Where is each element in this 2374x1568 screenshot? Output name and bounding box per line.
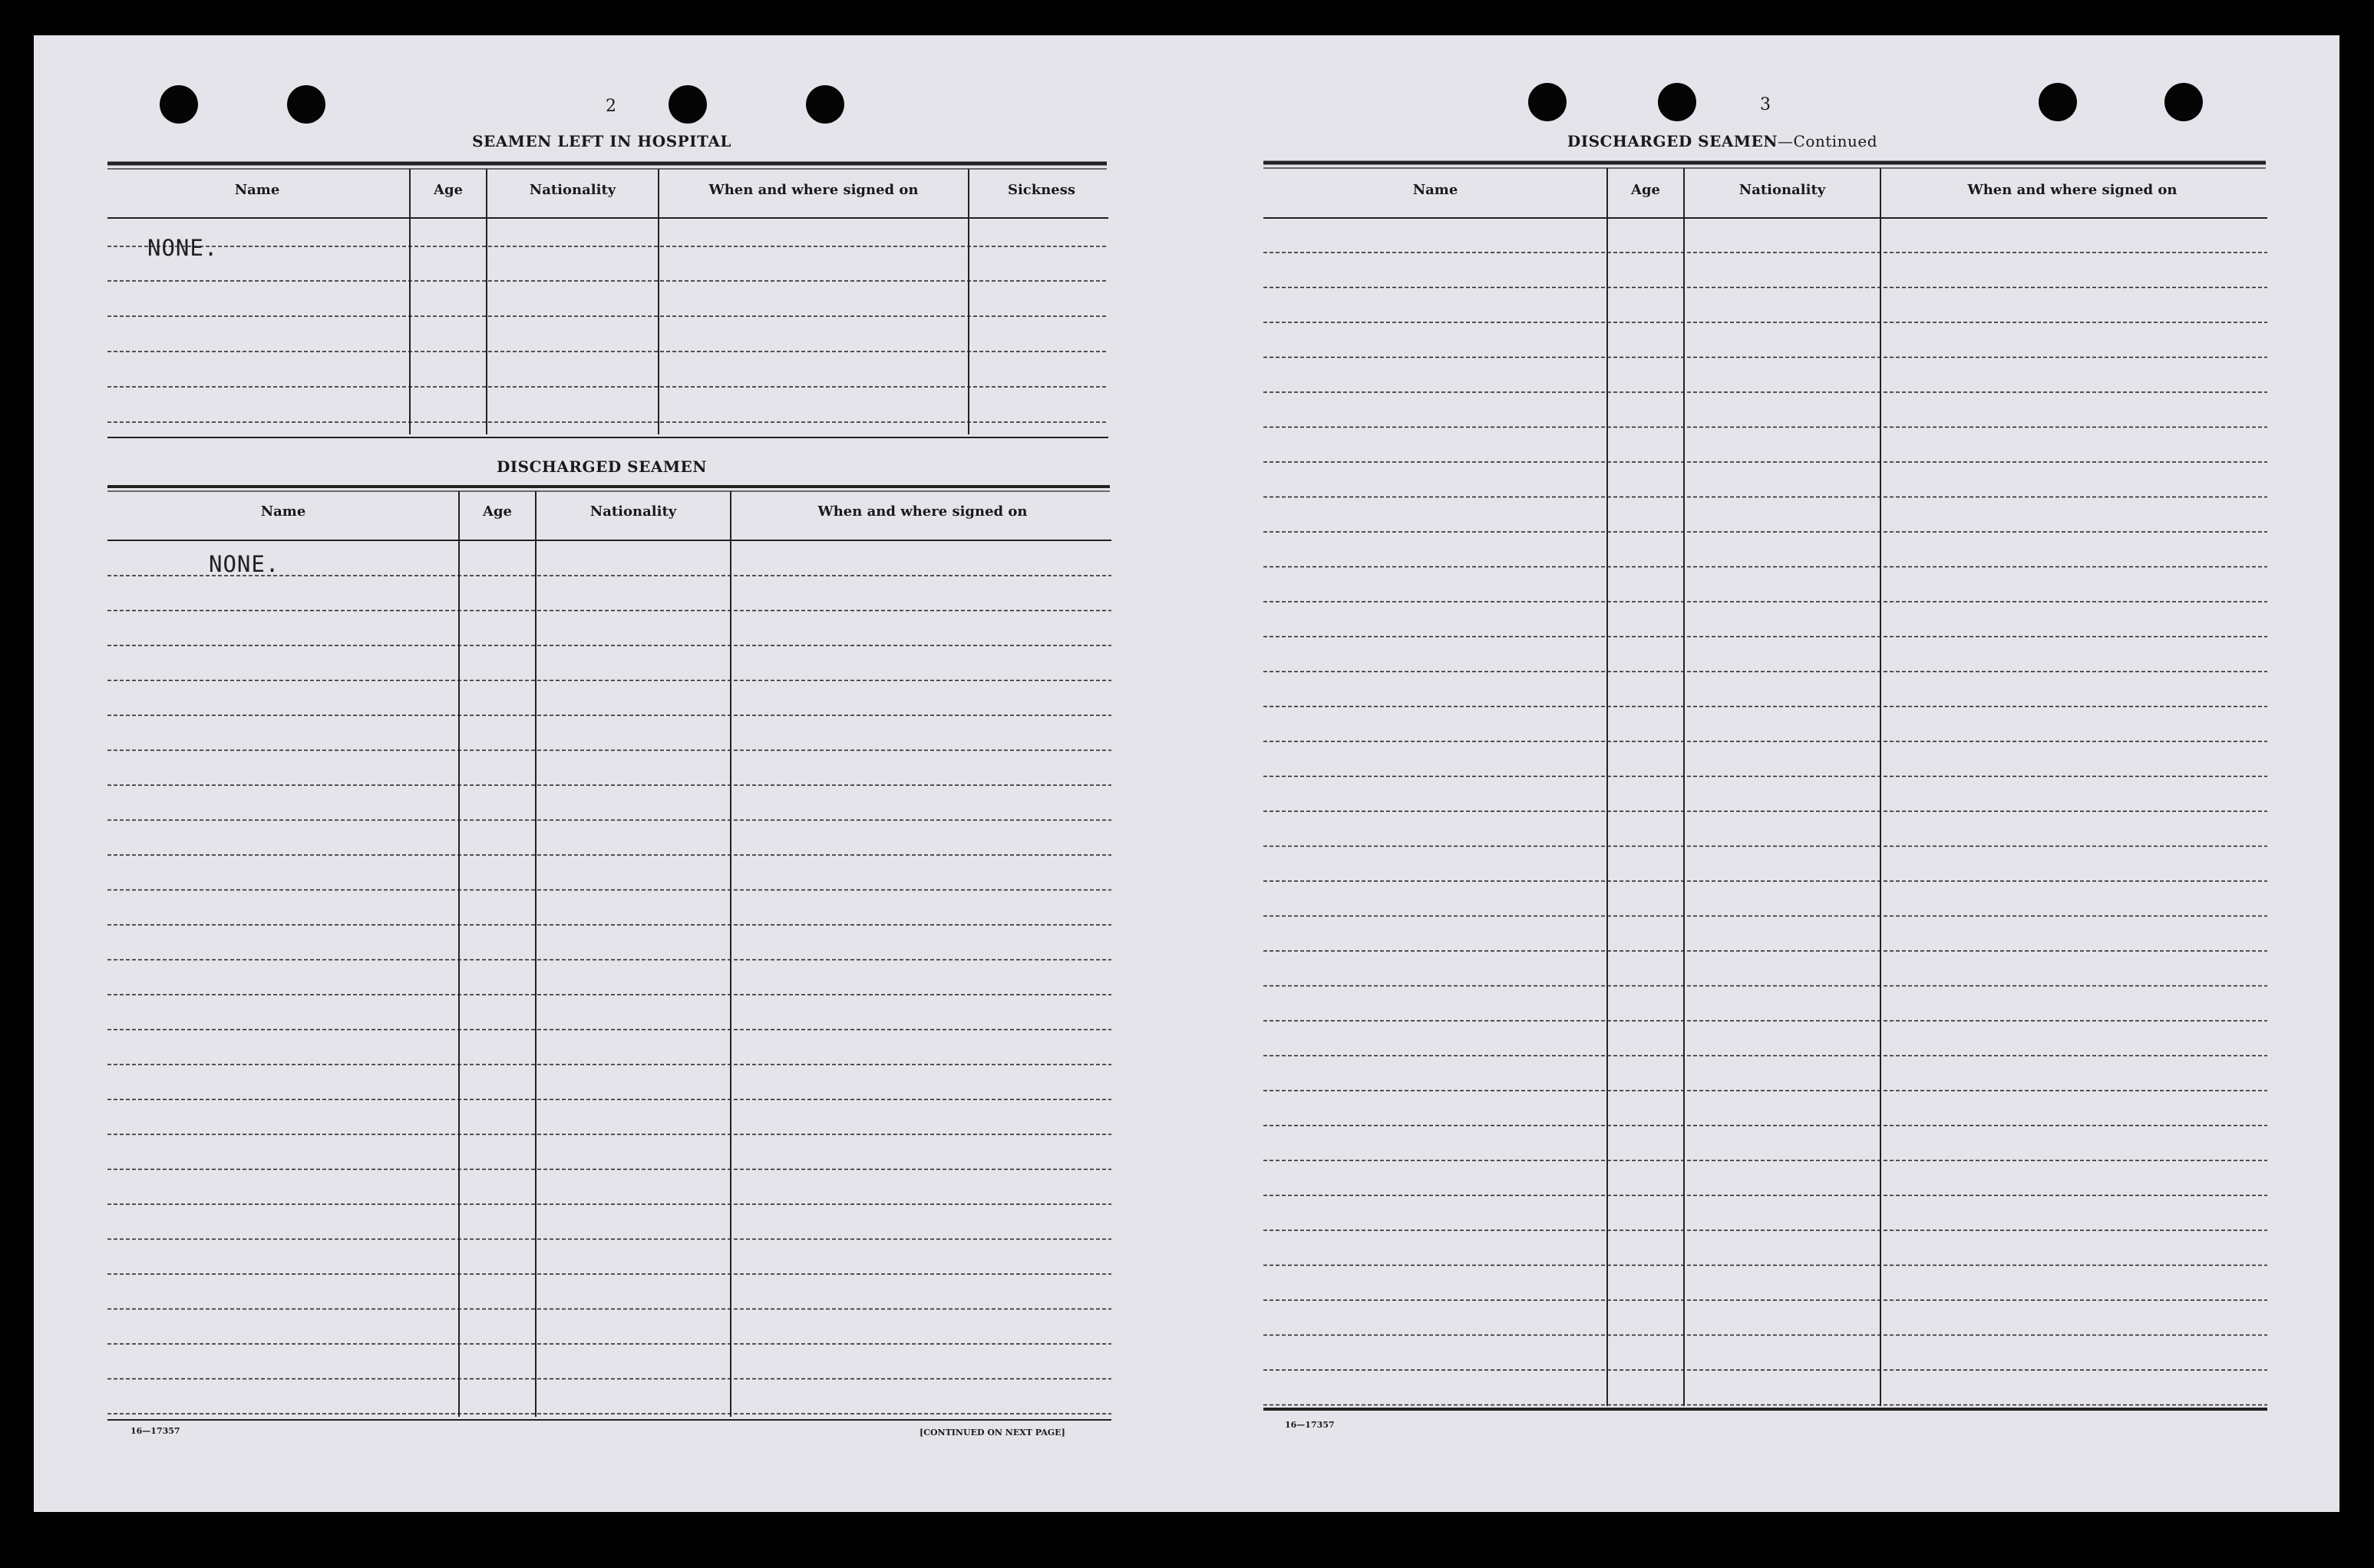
- continued-col-age: Age: [1630, 182, 1660, 198]
- discharged-continued-title-suffix: —Continued: [1778, 132, 1878, 150]
- discharged-entry-typed: NONE.: [209, 551, 280, 577]
- form-ruling: [34, 35, 2339, 1512]
- hospital-entry-typed: NONE.: [147, 235, 219, 261]
- discharged-col-signed-on: When and where signed on: [817, 503, 1028, 520]
- discharged-col-name: Name: [260, 503, 306, 520]
- hospital-col-signed-on: When and where signed on: [708, 182, 919, 198]
- discharged-col-nationality: Nationality: [589, 503, 677, 520]
- discharged-section-title: DISCHARGED SEAMEN: [496, 457, 708, 476]
- discharged-col-age: Age: [482, 503, 512, 520]
- form-number-right: 16—17357: [1285, 1420, 1335, 1430]
- continued-col-nationality: Nationality: [1738, 182, 1826, 198]
- continued-col-name: Name: [1412, 182, 1458, 198]
- page-number-left: 2: [606, 97, 616, 116]
- form-number-left: 16—17357: [130, 1426, 180, 1436]
- discharged-continued-title: [1530, 132, 1914, 150]
- hospital-col-age: Age: [433, 182, 463, 198]
- hospital-col-sickness: Sickness: [1007, 182, 1076, 198]
- page-number-right: 3: [1760, 95, 1771, 114]
- discharged-continued-title-main: DISCHARGED SEAMEN: [1567, 132, 1778, 150]
- hospital-col-nationality: Nationality: [529, 182, 616, 198]
- continued-col-signed-on: When and where signed on: [1967, 182, 2178, 198]
- hospital-section-title: SEAMEN LEFT IN HOSPITAL: [472, 132, 731, 150]
- hospital-col-name: Name: [234, 182, 280, 198]
- continued-next-page-note: [CONTINUED ON NEXT PAGE]: [920, 1428, 1065, 1438]
- document-sheet: [34, 35, 2339, 1512]
